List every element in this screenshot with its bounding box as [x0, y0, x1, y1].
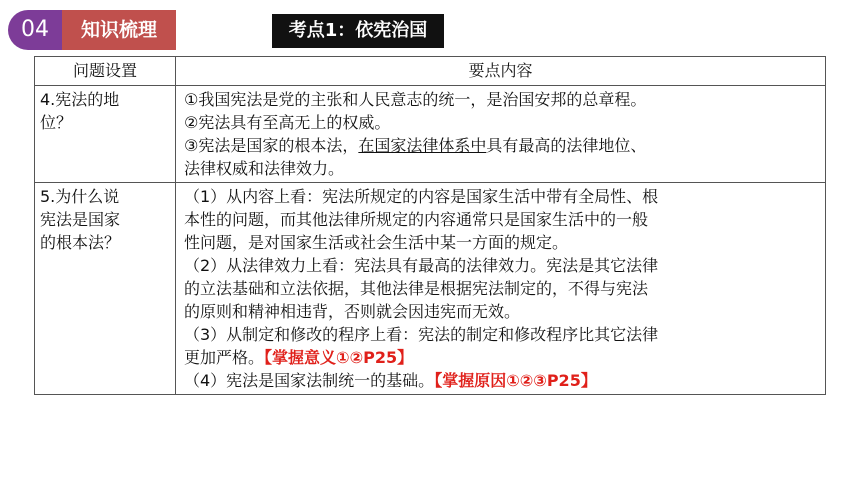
- answer-line: 本性的问题，而其他法律所规定的内容通常只是国家生活中的一般: [184, 210, 649, 229]
- section-title-badge: 知识梳理: [62, 10, 176, 50]
- highlight-note: 【掌握意义①②P25】: [264, 348, 414, 367]
- question-line: 4.宪法的地: [40, 90, 120, 109]
- answer-line: ①我国宪法是党的主张和人民意志的统一，是治国安邦的总章程。: [184, 90, 647, 109]
- answer-line: [184, 346, 817, 369]
- answer-cell: [176, 183, 826, 395]
- answer-line: （1）从内容上看：宪法所规定的内容是国家生活中带有全局性、根: [184, 187, 659, 206]
- answer-line: （3）从制定和修改的程序上看：宪法的制定和修改程序比其它法律: [184, 325, 659, 344]
- header-content: 要点内容: [176, 57, 826, 86]
- header-question: 问题设置: [35, 57, 176, 86]
- answer-text: ③宪法是国家的根本法，: [184, 136, 359, 155]
- answer-line: 的原则和精神相违背，否则就会因违宪而无效。: [184, 302, 521, 321]
- answer-line: [184, 134, 817, 157]
- answer-line: ②宪法具有至高无上的权威。: [184, 113, 391, 132]
- question-cell: [35, 86, 176, 183]
- answer-line: [184, 369, 817, 392]
- question-line: 5.为什么说: [40, 187, 120, 206]
- answer-cell: [176, 86, 826, 183]
- underlined-text: 在国家法律体系中: [358, 136, 487, 155]
- answer-text: 更加严格。: [184, 348, 265, 367]
- answer-line: 的立法基础和立法依据，其他法律是根据宪法制定的，不得与宪法: [184, 279, 649, 298]
- question-line: 宪法是国家: [40, 210, 121, 229]
- table-row: [35, 183, 826, 395]
- section-number-badge: 04: [8, 10, 62, 50]
- topic-title: 考点1：依宪治国: [272, 14, 444, 48]
- answer-text: （4）宪法是国家法制统一的基础。: [184, 371, 435, 390]
- answer-line: 法律权威和法律效力。: [184, 159, 345, 178]
- knowledge-table: [34, 56, 826, 395]
- question-line: 的根本法？: [40, 233, 121, 252]
- question-cell: [35, 183, 176, 395]
- answer-text: 具有最高的法律地位、: [486, 136, 647, 155]
- table-row: [35, 86, 826, 183]
- question-line: 位？: [40, 113, 73, 132]
- answer-line: （2）从法律效力上看：宪法具有最高的法律效力。宪法是其它法律: [184, 256, 659, 275]
- table-header-row: [35, 57, 826, 86]
- highlight-note: 【掌握原因①②③P25】: [434, 371, 597, 390]
- answer-line: 性问题，是对国家生活或社会生活中某一方面的规定。: [184, 233, 569, 252]
